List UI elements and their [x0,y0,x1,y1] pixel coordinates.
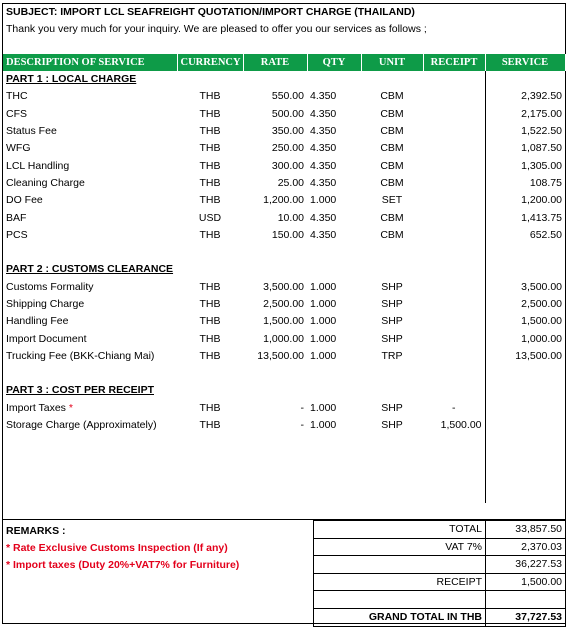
row-description [3,400,177,417]
empty-cell [3,452,177,469]
row-description [3,279,177,296]
part-title-row [3,261,565,278]
row-rate: 3,500.00 [263,280,304,293]
row-rate: - [300,419,304,432]
row-unit: SET [381,194,403,207]
row-unit: CBM [380,228,404,241]
row-unit: SHP [381,298,403,310]
row-description-text: Cleaning Charge [6,176,85,189]
empty-cell [361,261,423,278]
row-description [3,313,177,330]
empty-cell [243,71,307,88]
intro-text: Thank you very much for your inquiry. We are pleased to offer you our services as follows ; [6,23,427,35]
table-row [3,227,565,244]
empty-cell [485,244,565,261]
empty-cell [485,486,565,503]
row-qty: 1.000 [310,419,337,432]
row-receipt: - [452,401,456,414]
row-description-text: Trucking Fee (BKK-Chiang Mai) [6,349,155,362]
grand-total-value: 37,727.53 [486,608,566,626]
row-description [3,192,177,209]
empty-cell [243,469,307,486]
empty-cell [3,486,177,503]
empty-cell [243,434,307,451]
empty-cell [177,261,243,278]
row-unit: TRP [381,349,403,362]
row-receipt [423,192,485,209]
empty-cell [307,486,361,503]
row-service: 1,500.00 [485,313,565,330]
remark-line-2: * Import taxes (Duty 20%+VAT7% for Furniture) [6,559,240,571]
empty-cell [3,365,177,382]
row-service: 1,000.00 [485,330,565,347]
empty-cell [177,469,243,486]
empty-cell [485,261,565,278]
subtotal-value: 36,227.53 [486,556,566,574]
row-description [3,140,177,157]
empty-cell [243,452,307,469]
row-description-text: DO Fee [6,194,43,207]
row-service [485,400,565,417]
row-unit: CBM [380,107,404,120]
row-service: 108.75 [485,175,565,192]
total-value: 33,857.50 [486,521,566,539]
totals-table [313,520,566,627]
row-currency: THB [199,107,221,120]
row-currency: THB [199,228,221,241]
col-qty: QTY [307,54,361,71]
empty-cell [3,469,177,486]
row-rate: 350.00 [271,125,304,138]
total-label: TOTAL [314,521,486,539]
empty-cell [423,486,485,503]
row-currency: THB [199,159,221,172]
row-receipt [423,296,485,313]
row-description-text: Storage Charge (Approximately) [6,419,157,432]
row-unit: SHP [381,315,403,328]
row-qty: 4.350 [310,228,337,241]
empty-cell [177,486,243,503]
empty-cell [423,244,485,261]
table-row [3,417,565,434]
spacer-row [3,244,565,261]
empty-cell [361,469,423,486]
empty-cell [485,434,565,451]
part-title-row [3,382,565,399]
table-row [3,192,565,209]
row-description [3,209,177,226]
service-table [3,54,566,503]
empty-cell [177,365,243,382]
row-qty: 1.000 [310,280,337,293]
row-qty: 4.350 [310,90,337,103]
empty-cell [307,261,361,278]
empty-cell [485,71,565,88]
col-currency: CURRENCY [177,54,243,71]
remarks-title: REMARKS : [6,525,66,537]
row-description-text: Import Taxes [6,401,66,414]
row-service: 1,305.00 [485,157,565,174]
row-unit: SHP [381,401,403,414]
row-description-text: Handling Fee [6,315,69,328]
empty-cell [423,261,485,278]
row-rate: 550.00 [271,90,304,103]
row-receipt [423,106,485,123]
empty-cell [361,244,423,261]
row-qty: 1.000 [310,194,337,207]
col-unit: UNIT [361,54,423,71]
row-currency: THB [199,419,221,432]
row-unit: CBM [380,176,404,189]
row-rate: 250.00 [271,142,304,155]
row-rate: - [300,401,304,414]
empty-cell [485,382,565,399]
col-rate: RATE [243,54,307,71]
total-row [314,521,566,539]
row-service: 3,500.00 [485,279,565,296]
table-row [3,106,565,123]
row-currency: THB [199,90,221,103]
row-service: 1,413.75 [485,209,565,226]
row-rate: 13,500.00 [257,349,304,362]
row-receipt [423,279,485,296]
table-row [3,88,565,105]
empty-cell [423,469,485,486]
table-row [3,296,565,313]
empty-cell [423,365,485,382]
empty-cell [307,365,361,382]
empty-cell [307,452,361,469]
footer-section [3,519,565,624]
row-currency: THB [199,332,221,345]
row-description [3,157,177,174]
row-service [485,417,565,434]
row-service: 1,522.50 [485,123,565,140]
vat-label: VAT 7% [314,538,486,556]
row-receipt [423,157,485,174]
receipt-label: RECEIPT [314,573,486,591]
table-row [3,348,565,365]
row-unit: CBM [380,211,404,224]
row-currency: THB [199,194,221,207]
empty-cell [243,244,307,261]
part-title: PART 1 : LOCAL CHARGE [6,73,137,86]
row-qty: 1.000 [310,349,337,362]
table-header [3,54,565,71]
row-description [3,123,177,140]
row-receipt [423,313,485,330]
row-rate: 1,500.00 [263,315,304,328]
row-description-text: Import Document [6,332,87,345]
row-qty: 4.350 [310,125,337,138]
row-unit: CBM [380,142,404,155]
row-service: 13,500.00 [485,348,565,365]
spacer-row [3,452,565,469]
row-description-text: THC [6,90,28,103]
required-asterisk: * [68,401,73,414]
row-description-text: PCS [6,228,28,241]
row-unit: SHP [381,280,403,293]
blank-label [314,591,486,609]
empty-cell [3,434,177,451]
empty-cell [307,434,361,451]
row-service: 1,200.00 [485,192,565,209]
row-description [3,417,177,434]
row-description-text: WFG [6,142,31,155]
empty-cell [243,486,307,503]
blank-row [314,591,566,609]
receipt-row [314,573,566,591]
row-rate: 1,000.00 [263,332,304,345]
row-service: 652.50 [485,227,565,244]
table-row [3,209,565,226]
vat-row [314,538,566,556]
row-receipt [423,140,485,157]
empty-cell [177,244,243,261]
row-qty: 4.350 [310,142,337,155]
row-currency: THB [199,176,221,189]
empty-cell [361,382,423,399]
col-description: DESCRIPTION OF SERVICE [3,54,177,71]
empty-cell [485,365,565,382]
row-description-text: Shipping Charge [6,298,85,310]
remark-line-1: * Rate Exclusive Customs Inspection (If any) [6,542,228,554]
row-rate: 150.00 [271,228,304,241]
part-title: PART 3 : COST PER RECEIPT [6,384,154,397]
row-currency: THB [199,125,221,138]
col-receipt: RECEIPT [423,54,485,71]
row-service: 1,087.50 [485,140,565,157]
empty-cell [423,71,485,88]
row-currency: THB [199,280,221,293]
row-rate: 10.00 [277,211,304,224]
table-row [3,279,565,296]
row-description [3,348,177,365]
row-description-text: Status Fee [6,125,57,138]
table-row [3,400,565,417]
row-currency: THB [199,315,221,328]
empty-cell [3,244,177,261]
row-currency: THB [199,349,221,362]
row-description [3,175,177,192]
row-rate: 25.00 [277,176,304,189]
row-description-text: BAF [6,211,27,224]
row-qty: 1.000 [310,332,337,345]
row-rate: 500.00 [271,107,304,120]
spacer-row [3,365,565,382]
empty-cell [177,434,243,451]
row-unit: SHP [381,419,403,432]
row-unit: CBM [380,159,404,172]
empty-cell [423,434,485,451]
row-description [3,88,177,105]
empty-cell [361,71,423,88]
row-receipt [423,209,485,226]
empty-cell [361,434,423,451]
row-receipt [423,88,485,105]
empty-cell [485,469,565,486]
empty-cell [177,452,243,469]
spacer-row [3,469,565,486]
spacer-row [3,434,565,451]
row-currency: THB [199,298,221,310]
table-row [3,330,565,347]
row-rate: 300.00 [271,159,304,172]
empty-cell [485,452,565,469]
table-row [3,157,565,174]
vat-value: 2,370.03 [486,538,566,556]
row-description-text: CFS [6,107,27,120]
grand-total-label: GRAND TOTAL IN THB [314,608,486,626]
empty-cell [243,382,307,399]
grand-total-row [314,608,566,626]
row-service: 2,392.50 [485,88,565,105]
empty-cell [243,261,307,278]
empty-cell [423,382,485,399]
row-service: 2,175.00 [485,106,565,123]
empty-cell [307,244,361,261]
part-title: PART 2 : CUSTOMS CLEARANCE [6,263,174,276]
row-receipt: 1,500.00 [440,419,482,432]
part-title-row [3,71,565,88]
empty-cell [307,71,361,88]
spacer-row [3,486,565,503]
row-unit: SHP [381,332,403,345]
row-description [3,296,177,313]
row-service: 2,500.00 [485,296,565,313]
empty-cell [307,382,361,399]
row-description-text: LCL Handling [6,159,70,172]
row-description [3,106,177,123]
subtotal-row [314,556,566,574]
empty-cell [177,71,243,88]
empty-cell [243,365,307,382]
row-unit: CBM [380,125,404,138]
subtotal-label [314,556,486,574]
row-receipt [423,227,485,244]
row-description-text: Customs Formality [6,280,94,293]
subject-line: SUBJECT: IMPORT LCL SEAFREIGHT QUOTATION/IMPORT CHARGE (THAILAND) [6,6,415,18]
blank-value [486,591,566,609]
row-qty: 4.350 [310,159,337,172]
row-qty: 4.350 [310,211,337,224]
row-currency: THB [199,401,221,414]
row-rate: 2,500.00 [263,298,304,310]
row-qty: 4.350 [310,107,337,120]
col-service: SERVICE [485,54,565,71]
row-qty: 1.000 [310,315,337,328]
empty-cell [177,382,243,399]
row-receipt [423,175,485,192]
row-qty: 1.000 [310,298,337,310]
empty-cell [423,452,485,469]
row-description [3,330,177,347]
row-qty: 1.000 [310,401,337,414]
receipt-value: 1,500.00 [486,573,566,591]
table-row [3,123,565,140]
quotation-sheet [2,3,566,624]
row-currency: USD [198,211,222,224]
row-qty: 4.350 [310,176,337,189]
empty-cell [361,365,423,382]
row-rate: 1,200.00 [263,194,304,207]
row-receipt [423,123,485,140]
empty-cell [307,469,361,486]
table-row [3,175,565,192]
row-unit: CBM [380,90,404,103]
row-receipt [423,330,485,347]
table-row [3,313,565,330]
empty-cell [361,486,423,503]
empty-cell [361,452,423,469]
row-currency: THB [199,142,221,155]
row-description [3,227,177,244]
table-row [3,140,565,157]
row-receipt [423,348,485,365]
